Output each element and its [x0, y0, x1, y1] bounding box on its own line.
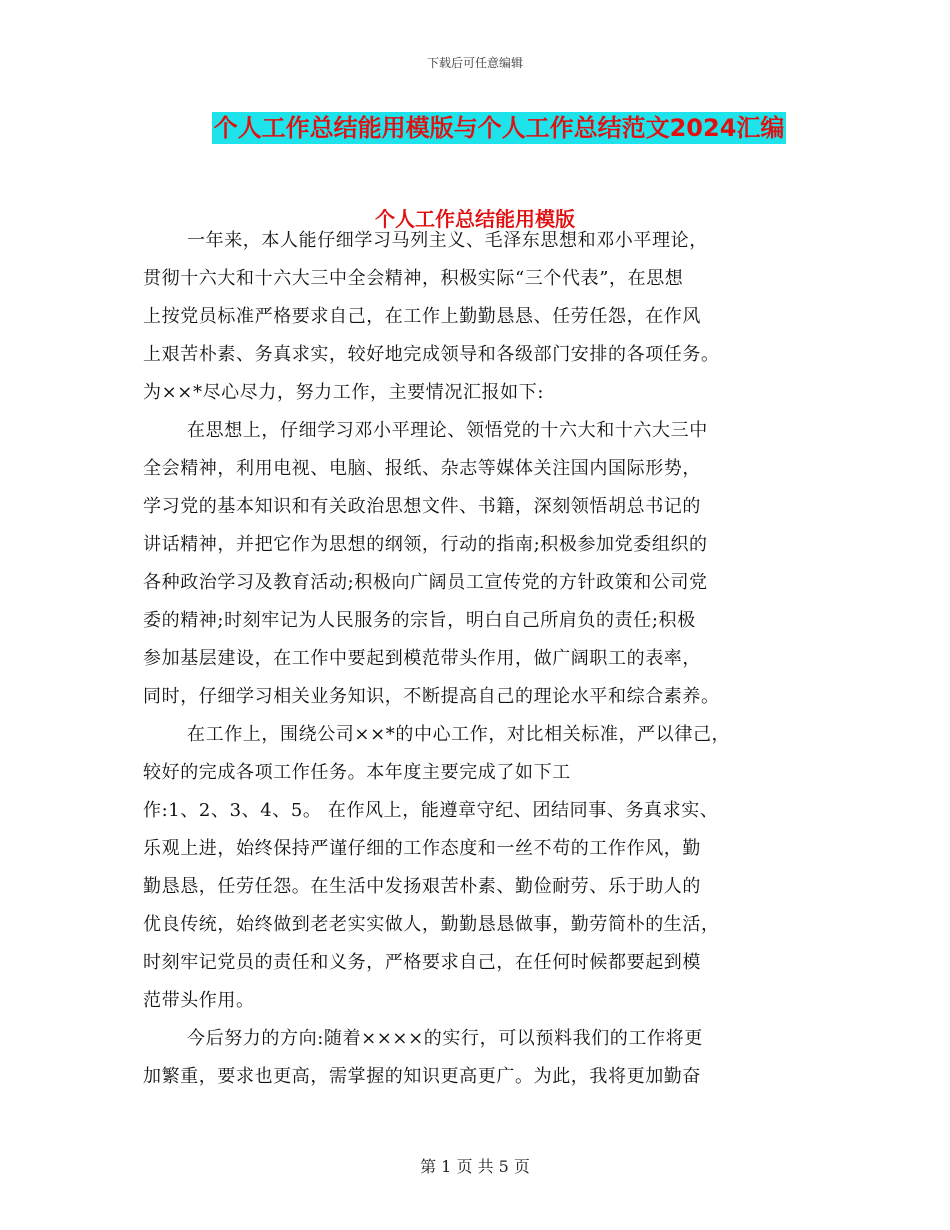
body-line: 范带头作用。	[143, 990, 255, 1011]
body-line: 各种政治学习及教育活动;积极向广阔员工宣传党的方针政策和公司党	[143, 572, 708, 593]
body-line: 全会精神，利用电视、电脑、报纸、杂志等媒体关注国内国际形势，	[143, 458, 701, 479]
body-line: 较好的完成各项工作任务。本年度主要完成了如下工	[143, 762, 571, 783]
page-footer: 第 1 页 共 5 页	[420, 1157, 530, 1176]
body-line: 勤恳恳，任劳任怨。在生活中发扬艰苦朴素、勤俭耐劳、乐于助人的	[143, 876, 701, 897]
body-line: 在思想上，仔细学习邓小平理论、领悟党的十六大和十六大三中	[187, 420, 708, 441]
body-line: 同时，仔细学习相关业务知识，不断提高自己的理论水平和综合素养。	[143, 686, 720, 707]
page-header-note: 下载后可任意编辑	[426, 56, 523, 70]
body-line: 上按党员标准严格要求自己，在工作上勤勤恳恳、任劳任怨，在作风	[143, 306, 701, 327]
body-line: 学习党的基本知识和有关政治思想文件、书籍，深刻领悟胡总书记的	[143, 496, 701, 517]
body-line: 加繁重，要求也更高，需掌握的知识更高更广。为此，我将更加勤奋	[143, 1066, 701, 1087]
body-line: 上艰苦朴素、务真求实，较好地完成领导和各级部门安排的各项任务。	[143, 344, 720, 365]
section-title: 个人工作总结能用模版	[375, 207, 575, 231]
body-line: 在工作上，围绕公司××*的中心工作，对比相关标准，严以律己，	[187, 724, 731, 745]
body-line: 讲话精神，并把它作为思想的纲领，行动的指南;积极参加党委组织的	[143, 534, 708, 555]
document-body	[143, 222, 823, 1096]
body-line: 一年来，本人能仔细学习马列主义、毛泽东思想和邓小平理论，	[187, 230, 708, 251]
body-line: 作:1、2、3、4、5。 在作风上，能遵章守纪、团结同事、务真求实、	[143, 800, 719, 821]
document-title-container	[0, 112, 950, 144]
body-line: 委的精神;时刻牢记为人民服务的宗旨，明白自己所肩负的责任;积极	[143, 610, 696, 631]
body-line: 今后努力的方向:随着××××的实行，可以预料我们的工作将更	[187, 1028, 703, 1049]
body-line: 优良传统，始终做到老老实实做人，勤勤恳恳做事，勤劳简朴的生活，	[143, 914, 720, 935]
body-line: 时刻牢记党员的责任和义务，严格要求自己，在任何时候都要起到模	[143, 952, 701, 973]
body-line: 贯彻十六大和十六大三中全会精神，积极实际“三个代表”，在思想	[143, 268, 684, 289]
document-title: 个人工作总结能用模版与个人工作总结范文2024汇编	[213, 114, 785, 142]
body-line: 为××*尽心尽力，努力工作，主要情况汇报如下:	[143, 382, 545, 403]
body-line: 乐观上进，始终保持严谨仔细的工作态度和一丝不苟的工作作风，勤	[143, 838, 701, 859]
body-line: 参加基层建设，在工作中要起到模范带头作用，做广阔职工的表率，	[143, 648, 701, 669]
